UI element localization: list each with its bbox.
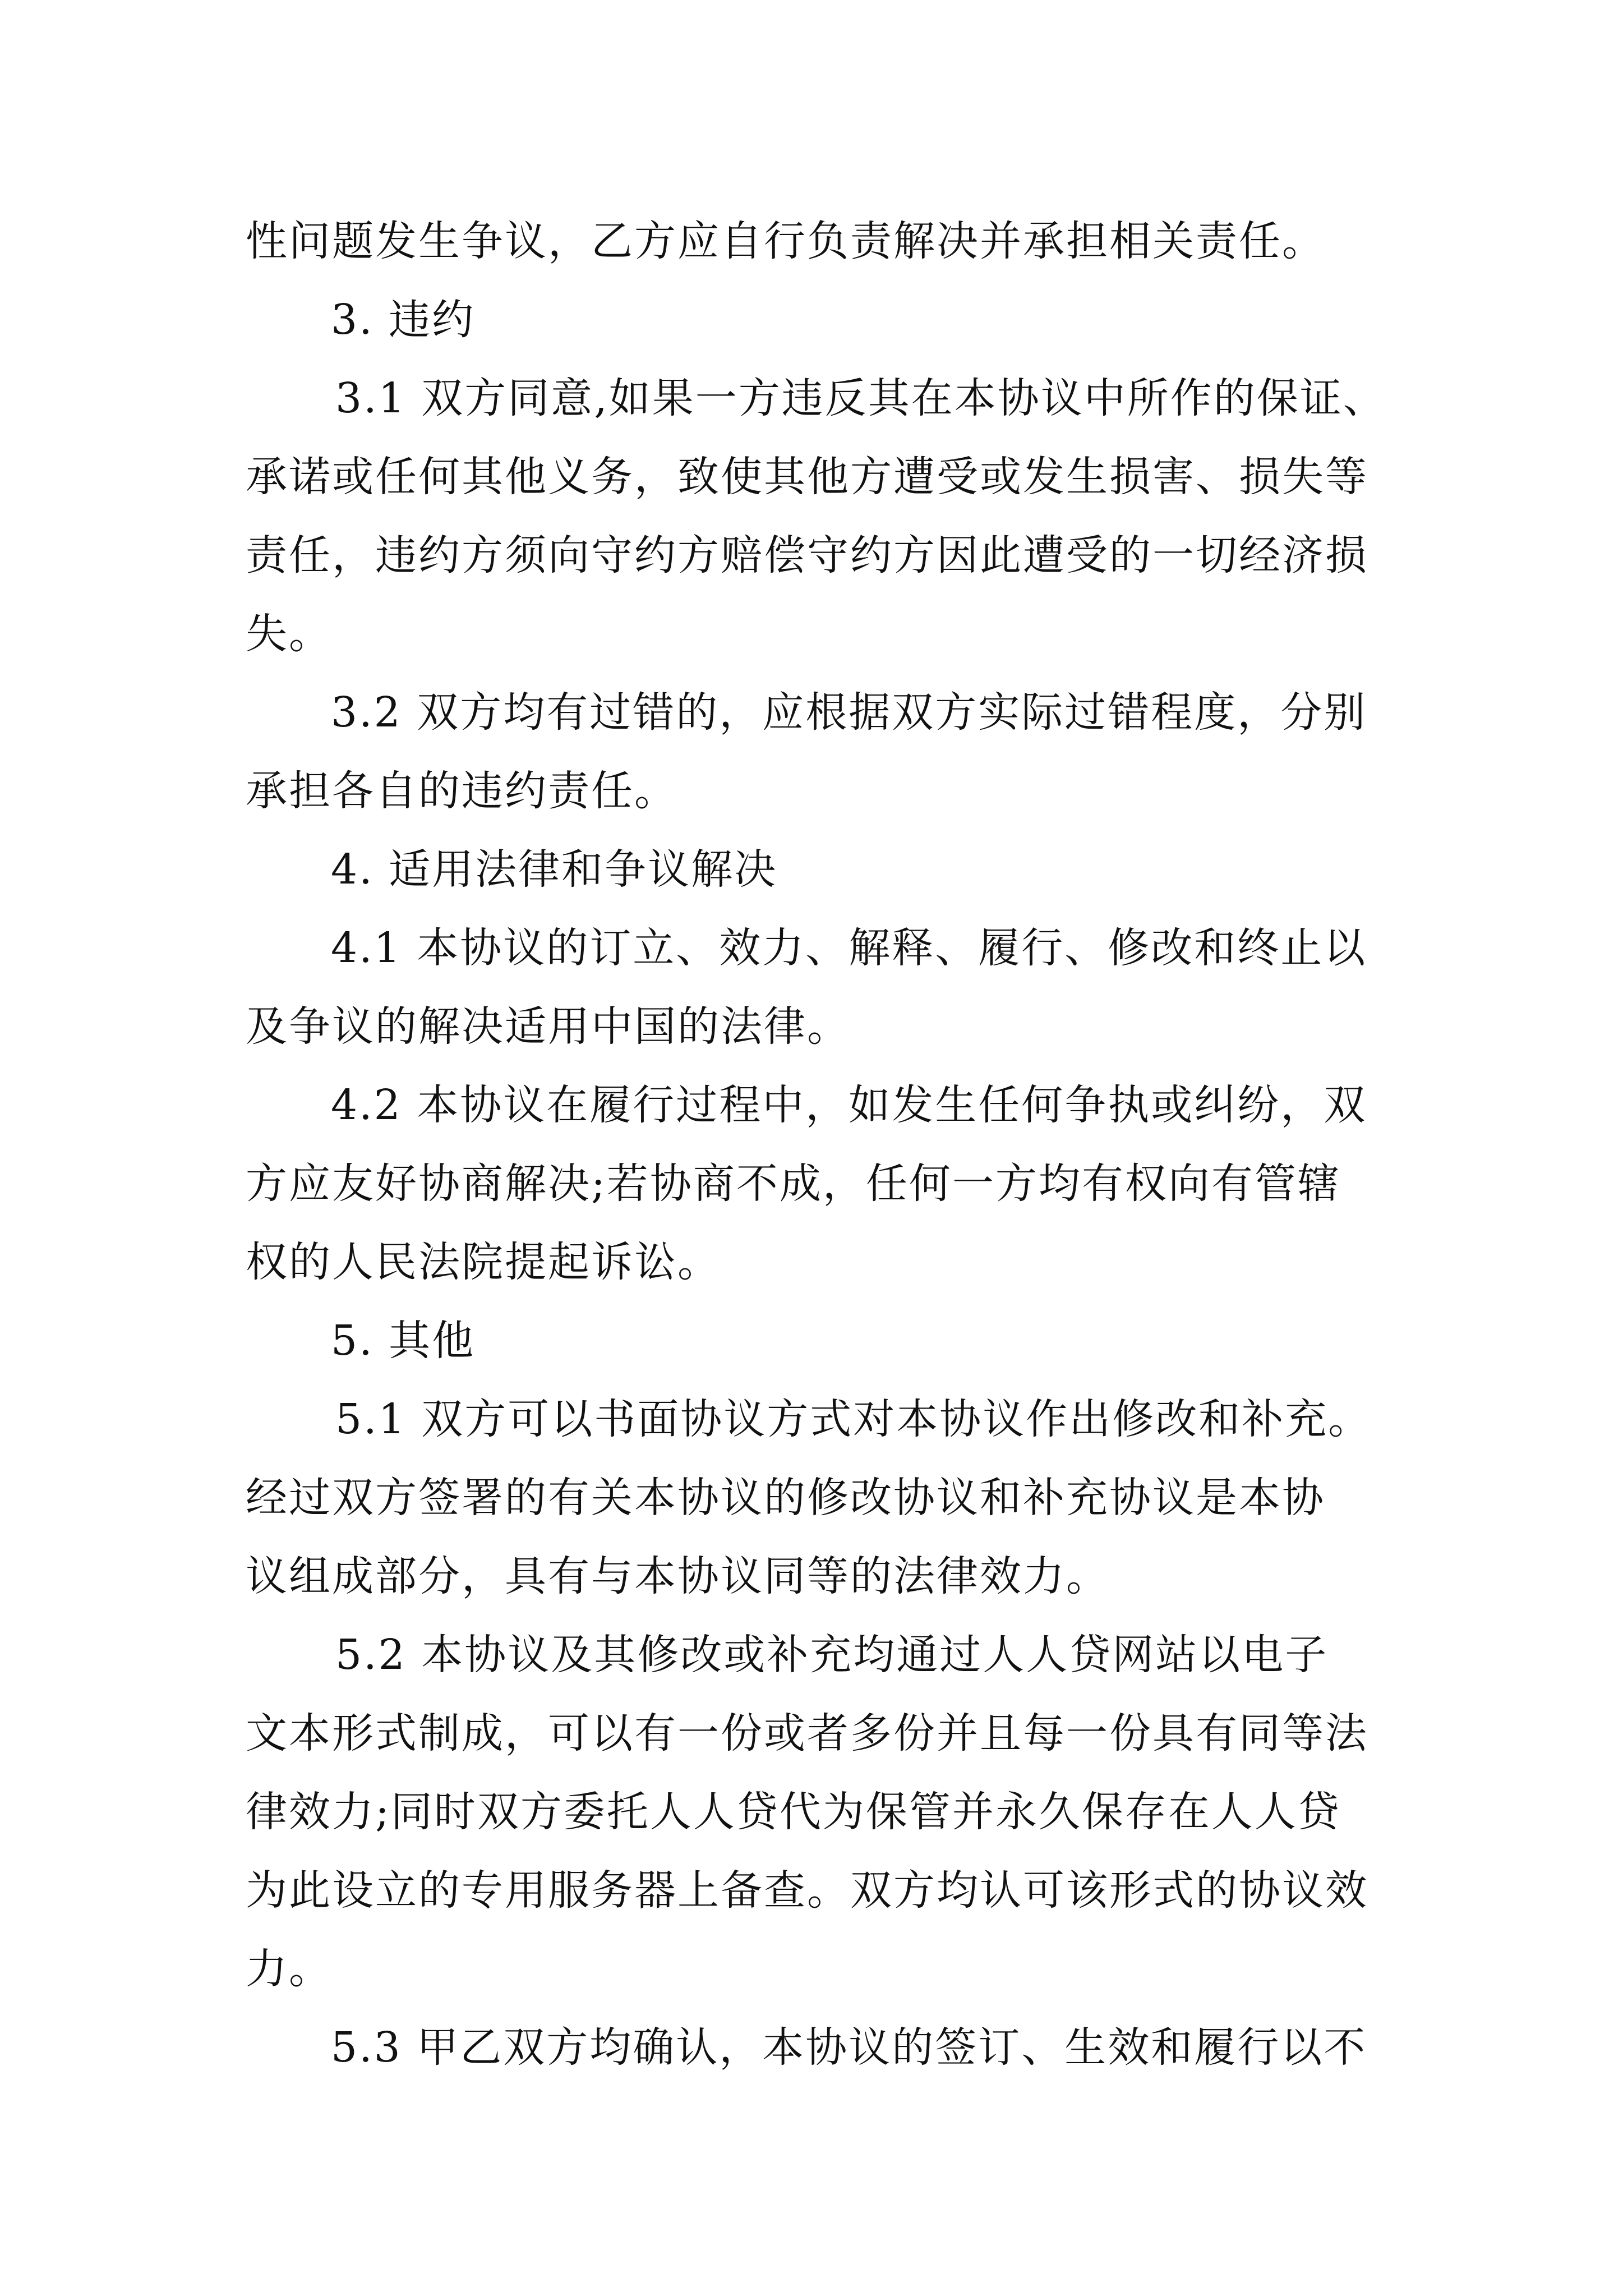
paragraph-line: 5.2 本协议及其修改或补充均通过人人贷网站以电子 xyxy=(335,1631,1329,1679)
paragraph-line: 及争议的解决适用中国的法律。 xyxy=(246,1002,850,1051)
paragraph-line: 3.1 双方同意,如果一方违反其在本协议中所作的保证、 xyxy=(335,374,1386,422)
paragraph-line: 权的人民法院提起诉讼。 xyxy=(246,1238,721,1286)
section-heading: 3. 违约 xyxy=(331,296,476,344)
paragraph-line: 文本形式制成，可以有一份或者多份并且每一份具有同等法 xyxy=(246,1709,1368,1757)
paragraph-line: 5.1 双方可以书面协议方式对本协议作出修改和补充。 xyxy=(335,1395,1372,1443)
paragraph-line: 议组成部分，具有与本协议同等的法律效力。 xyxy=(246,1552,1109,1600)
paragraph-line: 责任，违约方须向守约方赔偿守约方因此遭受的一切经济损 xyxy=(246,531,1368,579)
paragraph-line: 承担各自的违约责任。 xyxy=(246,767,677,815)
paragraph-line: 经过双方签署的有关本协议的修改协议和补充协议是本协 xyxy=(246,1474,1325,1522)
paragraph-line: 为此设立的专用服务器上备查。双方均认可该形式的协议效 xyxy=(246,1866,1368,1915)
paragraph-line: 承诺或任何其他义务，致使其他方遭受或发生损害、损失等 xyxy=(246,453,1368,501)
paragraph-line: 性问题发生争议，乙方应自行负责解决并承担相关责任。 xyxy=(246,217,1325,265)
paragraph-line: 5.3 甲乙双方均确认，本协议的签订、生效和履行以不 xyxy=(331,2023,1367,2072)
paragraph-line: 力。 xyxy=(246,1945,332,1993)
section-heading: 4. 适用法律和争议解决 xyxy=(331,845,778,894)
paragraph-line: 4.1 本协议的订立、效力、解释、履行、修改和终止以 xyxy=(331,924,1367,972)
paragraph-line: 律效力;同时双方委托人人贷代为保管并永久保存在人人贷 xyxy=(246,1788,1341,1836)
section-heading: 5. 其他 xyxy=(331,1317,476,1365)
paragraph-line: 失。 xyxy=(246,610,332,658)
paragraph-line: 3.2 双方均有过错的，应根据双方实际过错程度，分别 xyxy=(331,688,1367,737)
paragraph-line: 方应友好协商解决;若协商不成，任何一方均有权向有管辖 xyxy=(246,1159,1341,1208)
paragraph-line: 4.2 本协议在履行过程中，如发生任何争执或纠纷，双 xyxy=(331,1081,1367,1129)
